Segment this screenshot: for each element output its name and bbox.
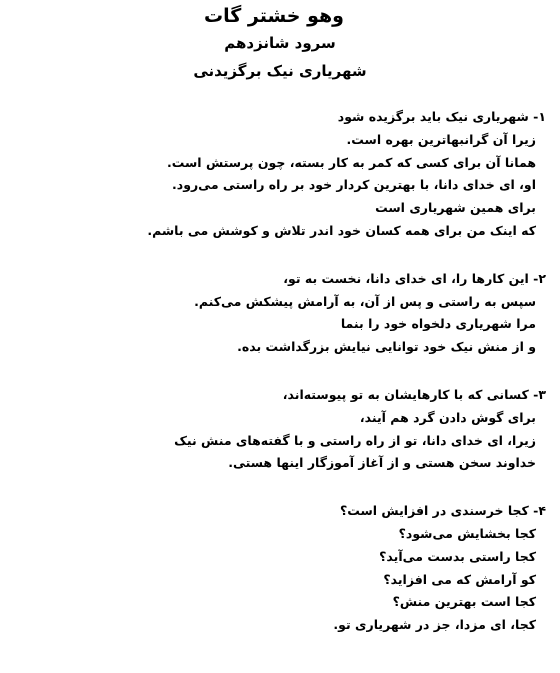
stanza-line: کجا بخشایش می‌شود؟	[398, 525, 536, 541]
stanza-4	[6, 500, 546, 637]
stanza-line: او، ای خدای دانا، با بهترین کردار خود بر راه راستی می‌رود.	[172, 177, 536, 193]
stanza-line: کجا است بهترین منش؟	[392, 594, 536, 610]
stanza-1	[6, 106, 546, 243]
stanza-2	[6, 268, 546, 359]
stanza-line: کجا راستی بدست می‌آید؟	[379, 548, 536, 564]
stanza-line: ۴- کجا خرسندی در افزایش است؟	[340, 503, 546, 519]
stanza-line: سپس به راستی و پس از آن، به آرامش پیشکش می‌کنم.	[194, 293, 536, 309]
header	[0, 4, 560, 82]
stanza-line: ۳- کسانی که با کارهایشان به تو پیوسته‌اند،	[282, 386, 546, 402]
stanza-line: برای گوش دادن گرد هم آیند،	[359, 409, 536, 425]
stanza-line: ۱- شهریاری نیک باید برگزیده شود	[337, 109, 546, 124]
stanza-line: کو آرامش که می افزاید؟	[383, 571, 536, 587]
stanza-line: که اینک من برای همه کسان خود اندر تلاش و کوشش می باشم.	[147, 222, 536, 238]
stanza-3	[6, 384, 546, 475]
stanza-line: خداوند سخن هستی و از آغاز آموزگار اینها هستی.	[228, 455, 536, 471]
song-heading: شهریاری نیک برگزیدنی	[193, 62, 367, 80]
stanza-line: همانا آن برای کسی که کمر به کار بسته، چون پرستش است.	[167, 154, 536, 170]
poem-body	[6, 106, 546, 662]
stanza-line: ۲- این کارها را، ای خدای دانا، نخست به تو،	[283, 270, 546, 286]
stanza-line: زیرا، ای خدای دانا، تو از راه راستی و با گفته‌های منش نیک	[174, 432, 536, 448]
stanza-line: و از منش نیک خود توانایی نیایش بزرگداشت بده.	[237, 339, 536, 355]
stanza-line: کجا، ای مزدا، جز در شهریاری تو.	[333, 617, 536, 633]
stanza-line: برای همین شهریاری است	[375, 200, 536, 216]
stanza-line: زیرا آن گرانبهاترین بهره است.	[346, 131, 536, 147]
page-title: وهو خشتر گات	[203, 5, 344, 27]
stanza-line: مرا شهریاری دلخواه خود را بنما	[340, 316, 536, 332]
song-number: سرود شانزدهم	[224, 34, 336, 52]
